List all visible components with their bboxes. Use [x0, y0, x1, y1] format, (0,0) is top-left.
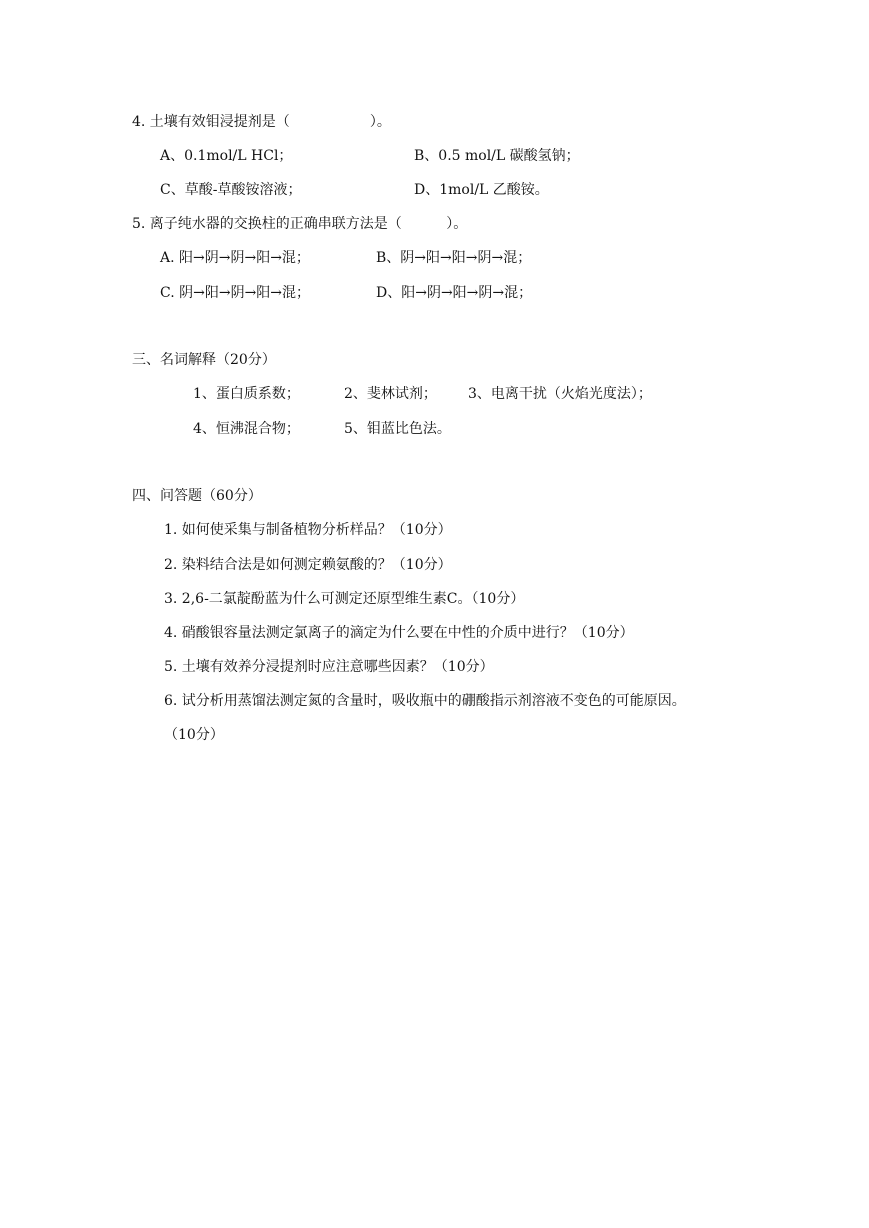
- term-1: 1、蛋白质系数；: [193, 386, 300, 402]
- question-4-option-b: B、0.5 mol/L 碳酸氢钠；: [414, 148, 580, 164]
- essay-question-6: 6. 试分析用蒸馏法测定氮的含量时，吸收瓶中的硼酸指示剂溶液不变色的可能原因。: [164, 693, 686, 709]
- term-5: 5、钼蓝比色法。: [344, 421, 451, 437]
- question-5-option-b: B、阴→阳→阳→阴→混；: [376, 250, 532, 266]
- question-4-stem: 4. 土壤有效钼浸提剂是（ ）。: [132, 114, 391, 130]
- question-5-option-a: A. 阳→阴→阴→阳→混；: [160, 250, 310, 266]
- term-3: 3、电离干扰（火焰光度法）；: [468, 386, 652, 402]
- section-3-heading: 三、名词解释（20分）: [132, 352, 276, 368]
- question-4-option-c: C、草酸-草酸铵溶液；: [160, 182, 302, 198]
- question-5-stem: 5. 离子纯水器的交换柱的正确串联方法是（ ）。: [132, 216, 468, 232]
- question-5-option-d: D、阳→阴→阳→阴→混；: [376, 285, 533, 301]
- essay-question-1: 1. 如何使采集与制备植物分析样品？（10分）: [164, 522, 452, 538]
- question-4-option-a: A、0.1mol/L HCl；: [160, 148, 293, 164]
- section-4-heading: 四、问答题（60分）: [132, 488, 262, 504]
- essay-question-5: 5. 土壤有效养分浸提剂时应注意哪些因素？（10分）: [164, 659, 494, 675]
- term-4: 4、恒沸混合物；: [193, 421, 300, 437]
- essay-question-3: 3. 2,6-二氯靛酚蓝为什么可测定还原型维生素C。（10分）: [164, 591, 525, 607]
- essay-question-4: 4. 硝酸银容量法测定氯离子的滴定为什么要在中性的介质中进行？（10分）: [164, 625, 634, 641]
- term-2: 2、斐林试剂；: [344, 386, 437, 402]
- question-4-option-d: D、1mol/L 乙酸铵。: [414, 182, 549, 198]
- essay-question-2: 2. 染料结合法是如何测定赖氨酸的？（10分）: [164, 557, 452, 573]
- essay-question-6-score: （10分）: [164, 727, 224, 743]
- question-5-option-c: C. 阴→阳→阴→阳→混；: [160, 285, 311, 301]
